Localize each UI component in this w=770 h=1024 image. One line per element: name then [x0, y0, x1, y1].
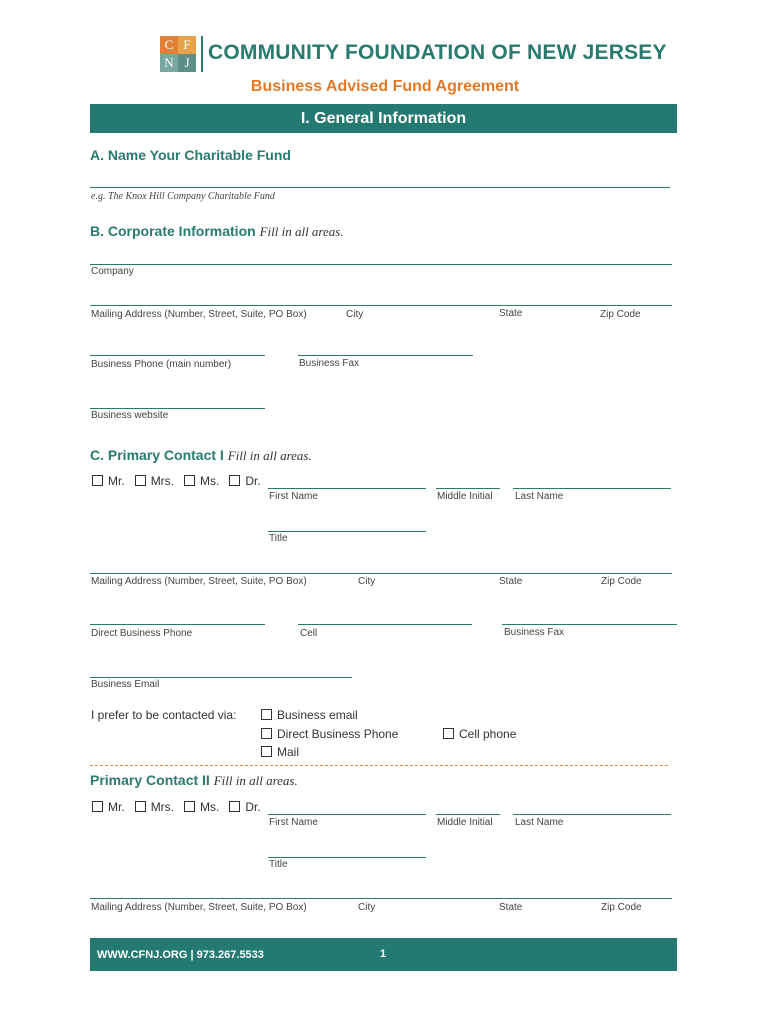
first-name-2-label: First Name	[269, 817, 318, 828]
last-name-2-field[interactable]	[513, 814, 671, 815]
business-fax-field[interactable]	[298, 355, 473, 356]
last-name-2-label: Last Name	[515, 817, 564, 828]
section-b-heading: B. Corporate Information	[90, 223, 256, 239]
section-c2-note: Fill in all areas.	[213, 773, 298, 788]
first-name-label: First Name	[269, 491, 318, 502]
section-banner: I. General Information	[90, 104, 677, 133]
contact-2-city-label: City	[358, 902, 376, 913]
salutation-dr-checkbox[interactable]	[229, 474, 260, 488]
prefer-mail-label: Mail	[277, 745, 300, 759]
prefer-direct-phone-option[interactable]	[261, 727, 398, 741]
contact-fax-field[interactable]	[502, 624, 677, 625]
middle-initial-2-field[interactable]	[436, 814, 500, 815]
footer-contact: WWW.CFNJ.ORG | 973.267.5533	[97, 949, 264, 961]
section-b-title	[90, 223, 344, 240]
salutation-2-mr-checkbox[interactable]	[92, 800, 125, 814]
contact-2-state-label: State	[499, 902, 523, 913]
cell-field[interactable]	[298, 624, 472, 625]
logo-letter-n: N	[160, 54, 178, 72]
document-title: Business Advised Fund Agreement	[250, 78, 520, 95]
checkbox-icon	[184, 475, 195, 486]
business-fax-label: Business Fax	[299, 358, 360, 369]
logo-letter-f: F	[178, 36, 196, 54]
checkbox-icon	[184, 801, 195, 812]
salutation-ms-checkbox[interactable]	[184, 474, 219, 488]
contact-2-zip-label: Zip Code	[601, 902, 642, 913]
prefer-direct-phone-label: Direct Business Phone	[277, 727, 399, 741]
company-label: Company	[91, 266, 134, 277]
page-number: 1	[380, 948, 387, 960]
cell-label: Cell	[300, 628, 318, 639]
corp-mailing-address-label: Mailing Address (Number, Street, Suite, PO Box)	[91, 309, 307, 320]
section-c-heading: C. Primary Contact I	[90, 447, 224, 463]
salutation-2-dr-checkbox[interactable]	[229, 800, 260, 814]
checkbox-icon	[135, 475, 146, 486]
contact-city-label: City	[358, 576, 376, 587]
business-phone-label: Business Phone (main number)	[91, 359, 232, 370]
section-c2-title	[90, 772, 298, 789]
corp-state-label: State	[499, 308, 523, 319]
contact-title-label: Title	[269, 533, 288, 544]
corp-mailing-address-field[interactable]	[90, 305, 672, 306]
middle-initial-label: Middle Initial	[437, 491, 493, 502]
section-c2-heading: Primary Contact II	[90, 772, 210, 788]
salutation-2-ms-checkbox[interactable]	[184, 800, 219, 814]
middle-initial-2-label: Middle Initial	[437, 817, 493, 828]
corp-city-label: City	[346, 309, 364, 320]
contact-mailing-address-label: Mailing Address (Number, Street, Suite, PO Box)	[91, 576, 307, 587]
contact-2-mailing-address-label: Mailing Address (Number, Street, Suite, PO Box)	[91, 902, 307, 913]
salutation-2-dr-label: Dr.	[245, 800, 261, 814]
salutation-dr-label: Dr.	[245, 474, 261, 488]
salutation-mr-checkbox[interactable]	[92, 474, 125, 488]
section-c-title	[90, 447, 312, 464]
prefer-mail-option[interactable]	[261, 745, 299, 759]
fund-name-example: e.g. The Knox Hill Company Charitable Fund	[91, 191, 275, 202]
prefer-business-email-label: Business email	[277, 708, 358, 722]
checkbox-icon	[229, 475, 240, 486]
middle-initial-field[interactable]	[436, 488, 500, 489]
checkbox-icon	[92, 801, 103, 812]
org-name: COMMUNITY FOUNDATION OF NEW JERSEY	[208, 41, 667, 64]
prefer-business-email-option[interactable]	[261, 708, 358, 722]
logo-letter-j: J	[178, 54, 196, 72]
business-website-field[interactable]	[90, 408, 265, 409]
checkbox-icon	[229, 801, 240, 812]
contact-preference-label: I prefer to be contacted via:	[91, 708, 237, 722]
business-phone-field[interactable]	[90, 355, 265, 356]
salutation-2-mrs-label: Mrs.	[150, 800, 175, 814]
checkbox-icon	[261, 746, 272, 757]
last-name-label: Last Name	[515, 491, 564, 502]
contact-2-mailing-address-field[interactable]	[90, 898, 672, 899]
contact-zip-label: Zip Code	[601, 576, 642, 587]
company-field[interactable]	[90, 264, 672, 265]
checkbox-icon	[261, 728, 272, 739]
checkbox-icon	[92, 475, 103, 486]
section-c-note: Fill in all areas.	[227, 448, 312, 463]
contact-title-field[interactable]	[268, 531, 426, 532]
contact-fax-label: Business Fax	[504, 627, 565, 638]
direct-business-phone-field[interactable]	[90, 624, 265, 625]
last-name-field[interactable]	[513, 488, 671, 489]
checkbox-icon	[261, 709, 272, 720]
salutation-2-mr-label: Mr.	[108, 800, 125, 814]
salutation-row-2	[92, 800, 261, 814]
salutation-ms-label: Ms.	[200, 474, 220, 488]
fund-name-field[interactable]	[90, 187, 670, 188]
salutation-2-ms-label: Ms.	[200, 800, 220, 814]
section-b-note: Fill in all areas.	[259, 224, 344, 239]
prefer-cell-phone-label: Cell phone	[459, 727, 517, 741]
section-divider	[90, 765, 668, 766]
logo-divider	[201, 36, 203, 72]
contact-state-label: State	[499, 576, 523, 587]
business-email-field[interactable]	[90, 677, 352, 678]
checkbox-icon	[443, 728, 454, 739]
salutation-mrs-label: Mrs.	[150, 474, 175, 488]
salutation-row-1	[92, 474, 261, 488]
checkbox-icon	[135, 801, 146, 812]
corp-zip-label: Zip Code	[600, 309, 641, 320]
contact-mailing-address-field[interactable]	[90, 573, 672, 574]
logo-letter-c: C	[160, 36, 178, 54]
first-name-2-field[interactable]	[268, 814, 426, 815]
salutation-mrs-checkbox[interactable]	[135, 474, 174, 488]
cfnj-logo	[160, 36, 196, 72]
salutation-mr-label: Mr.	[108, 474, 125, 488]
direct-business-phone-label: Direct Business Phone	[91, 628, 193, 639]
business-website-label: Business website	[91, 410, 169, 421]
prefer-cell-phone-option[interactable]	[443, 727, 516, 741]
salutation-2-mrs-checkbox[interactable]	[135, 800, 174, 814]
section-a-title: A. Name Your Charitable Fund	[90, 147, 291, 163]
first-name-field[interactable]	[268, 488, 426, 489]
contact-2-title-field[interactable]	[268, 857, 426, 858]
business-email-label: Business Email	[91, 679, 160, 690]
contact-2-title-label: Title	[269, 859, 288, 870]
